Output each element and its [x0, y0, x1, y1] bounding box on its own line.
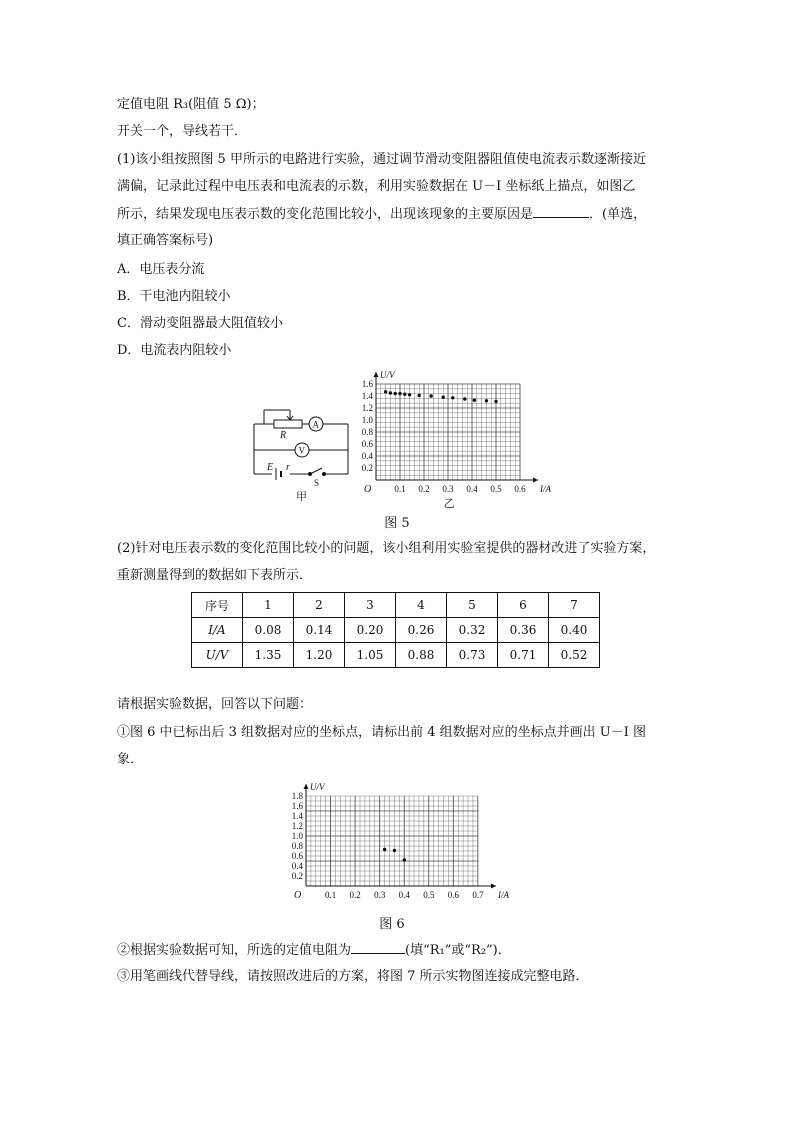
- y-tick-label: 0.8: [291, 841, 303, 851]
- data-point: [451, 396, 454, 399]
- y-tick-label: 1.2: [361, 403, 373, 413]
- origin-label: O: [364, 484, 372, 495]
- label-ammeter: A: [312, 419, 319, 430]
- option-c: C．滑动变阻器最大阻值较小: [117, 316, 283, 331]
- x-axis-arrow-icon: [491, 884, 496, 889]
- q1-line-3-end: ．(单选，: [589, 207, 647, 222]
- table-row: [192, 643, 600, 668]
- table-cell: 0.20: [345, 618, 396, 643]
- table-cell: 0.14: [294, 618, 345, 643]
- q1-line-2: 满偏，记录此过程中电压表和电流表的示数，利用实验数据在 U－I 坐标纸上描点，如图乙: [117, 179, 636, 194]
- x-axis-arrow-icon: [533, 478, 538, 483]
- label-internal-r: r: [286, 462, 290, 473]
- data-point: [473, 399, 476, 402]
- q1-line-3: [117, 205, 646, 224]
- y-tick-label: 0.2: [291, 871, 303, 881]
- q1-line-1: (1)该小组按照图 5 甲所示的电路进行实验，通过调节滑动变阻器阻值使电流表示数逐渐接近: [117, 152, 646, 167]
- figure6-ui-graph: [276, 774, 516, 906]
- y-axis-arrow-icon: [304, 784, 309, 789]
- answer-blank-q2[interactable]: [351, 941, 405, 954]
- x-axis-label: I/A: [498, 890, 509, 900]
- figure5-ui-graph: [354, 368, 554, 508]
- label-switch: S: [314, 478, 320, 488]
- table-row-label: I/A: [192, 618, 243, 643]
- y-axis-label: U/V: [310, 782, 325, 792]
- grid-lines: [376, 384, 520, 480]
- y-tick-label: 0.6: [361, 439, 373, 449]
- y-tick-label: 1.8: [291, 791, 303, 801]
- y-tick-label: 1.2: [291, 821, 303, 831]
- option-b: B．干电池内阻较小: [117, 289, 231, 304]
- option-d: D．电流表内阻较小: [117, 343, 232, 358]
- table-cell: 1.05: [345, 643, 396, 668]
- data-point: [418, 394, 421, 397]
- data-point: [403, 393, 406, 396]
- table-cell: 1.20: [294, 643, 345, 668]
- table-cell: 0.88: [396, 643, 447, 668]
- q2-sub2: [117, 941, 511, 960]
- x-tick-label: 0.5: [423, 890, 435, 900]
- data-point: [430, 394, 433, 397]
- y-tick-label: 1.4: [291, 811, 303, 821]
- origin-label: O: [294, 890, 302, 901]
- table-header-cell: 1: [243, 593, 294, 618]
- x-tick-label: 0.6: [514, 484, 526, 494]
- switch-symbol: [309, 468, 326, 476]
- y-axis-label: U/V: [380, 370, 395, 380]
- y-tick-label: 1.4: [361, 391, 373, 401]
- data-point: [485, 399, 488, 402]
- grid-lines: [306, 796, 478, 886]
- intro-line-1: 定值电阻 R₃(阻值 5 Ω)；: [117, 97, 265, 112]
- x-tick-label: 0.1: [324, 890, 337, 900]
- circuit-diagram: [240, 398, 360, 508]
- table-cell: 0.71: [498, 643, 549, 668]
- table-cell: 0.52: [549, 643, 600, 668]
- q2-line-1: (2)针对电压表示数的变化范围比较小的问题，该小组利用实验室提供的器材改进了实验方案，: [117, 541, 656, 556]
- data-point: [389, 391, 392, 394]
- q2-sub2-end: (填“R₁”或“R₂”)．: [405, 943, 511, 958]
- table-cell: 1.35: [243, 643, 294, 668]
- q1-line-3-text: 所示，结果发现电压表示数的变化范围比较小，出现该现象的主要原因是: [117, 207, 534, 222]
- y-tick-label: 0.4: [361, 451, 373, 461]
- q2-prompt: 请根据实验数据，回答以下问题：: [117, 697, 313, 712]
- table-header-cell: 7: [549, 593, 600, 618]
- table-cell: 0.32: [447, 618, 498, 643]
- q1-line-4: 填正确答案标号): [117, 233, 214, 248]
- rheostat-symbol: [274, 420, 302, 428]
- x-tick-label: 0.4: [466, 484, 478, 494]
- x-tick-label: 0.2: [418, 484, 430, 494]
- data-point: [403, 858, 406, 861]
- table-header-cell: 序号: [192, 593, 243, 618]
- y-tick-label: 0.4: [291, 861, 303, 871]
- answer-blank-q1[interactable]: [533, 205, 589, 218]
- y-tick-label: 1.6: [361, 379, 373, 389]
- x-axis-label: I/A: [540, 484, 551, 494]
- x-tick-label: 0.5: [490, 484, 502, 494]
- q2-line-2: 重新测量得到的数据如下表所示．: [117, 568, 313, 583]
- label-voltmeter: V: [298, 445, 305, 456]
- y-tick-label: 0.6: [291, 851, 303, 861]
- table-header-cell: 5: [447, 593, 498, 618]
- table-cell: 0.26: [396, 618, 447, 643]
- table-cell: 0.08: [243, 618, 294, 643]
- data-point: [408, 393, 411, 396]
- data-point: [384, 390, 387, 393]
- sublabel-yi: 乙: [443, 498, 455, 508]
- y-tick-label: 0.8: [361, 427, 373, 437]
- table-header-row: [192, 593, 600, 618]
- data-point: [383, 848, 386, 851]
- data-point: [393, 849, 396, 852]
- x-tick-label: 0.7: [472, 890, 484, 900]
- table-row-label: U/V: [192, 643, 243, 668]
- data-point: [494, 400, 497, 403]
- table-cell: 0.40: [549, 618, 600, 643]
- q2-sub1-line-1: ①图 6 中已标出后 3 组数据对应的坐标点，请标出前 4 组数据对应的坐标点并画出 U－I 图: [117, 725, 646, 740]
- data-table: [191, 592, 600, 668]
- label-emf: E: [267, 462, 274, 473]
- data-point: [442, 396, 445, 399]
- q2-sub3: ③用笔画线代替导线，请按照改进后的方案，将图 7 所示实物图连接成完整电路．: [117, 969, 589, 984]
- x-tick-label: 0.6: [447, 890, 460, 900]
- q2-sub1-line-2: 象．: [117, 752, 144, 767]
- x-tick-label: 0.4: [398, 890, 410, 900]
- table-header-cell: 2: [294, 593, 345, 618]
- table-header-cell: 3: [345, 593, 396, 618]
- table-header-cell: 6: [498, 593, 549, 618]
- q2-sub2-text: ②根据实验数据可知，所选的定值电阻为: [117, 943, 352, 958]
- x-tick-label: 0.2: [349, 890, 361, 900]
- table-cell: 0.36: [498, 618, 549, 643]
- data-point: [463, 397, 466, 400]
- intro-line-2: 开关一个，导线若干．: [117, 124, 248, 139]
- y-tick-label: 0.2: [361, 463, 373, 473]
- option-a: A．电压表分流: [117, 262, 205, 277]
- y-tick-label: 1.6: [291, 801, 303, 811]
- sublabel-jia: 甲: [296, 491, 307, 503]
- data-point: [398, 392, 401, 395]
- y-tick-label: 1.0: [291, 831, 303, 841]
- figure6-caption: 图 6: [379, 917, 405, 932]
- x-tick-label: 0.3: [442, 484, 454, 494]
- table-row: [192, 618, 600, 643]
- label-r-rheostat: R: [280, 430, 287, 441]
- data-point: [394, 392, 397, 395]
- figure5-caption: 图 5: [384, 516, 410, 531]
- x-tick-label: 0.1: [394, 484, 406, 494]
- y-tick-label: 1.0: [361, 415, 373, 425]
- x-tick-label: 0.3: [374, 890, 386, 900]
- table-header-cell: 4: [396, 593, 447, 618]
- table-cell: 0.73: [447, 643, 498, 668]
- y-axis-arrow-icon: [374, 372, 379, 377]
- battery-symbol: [276, 468, 281, 480]
